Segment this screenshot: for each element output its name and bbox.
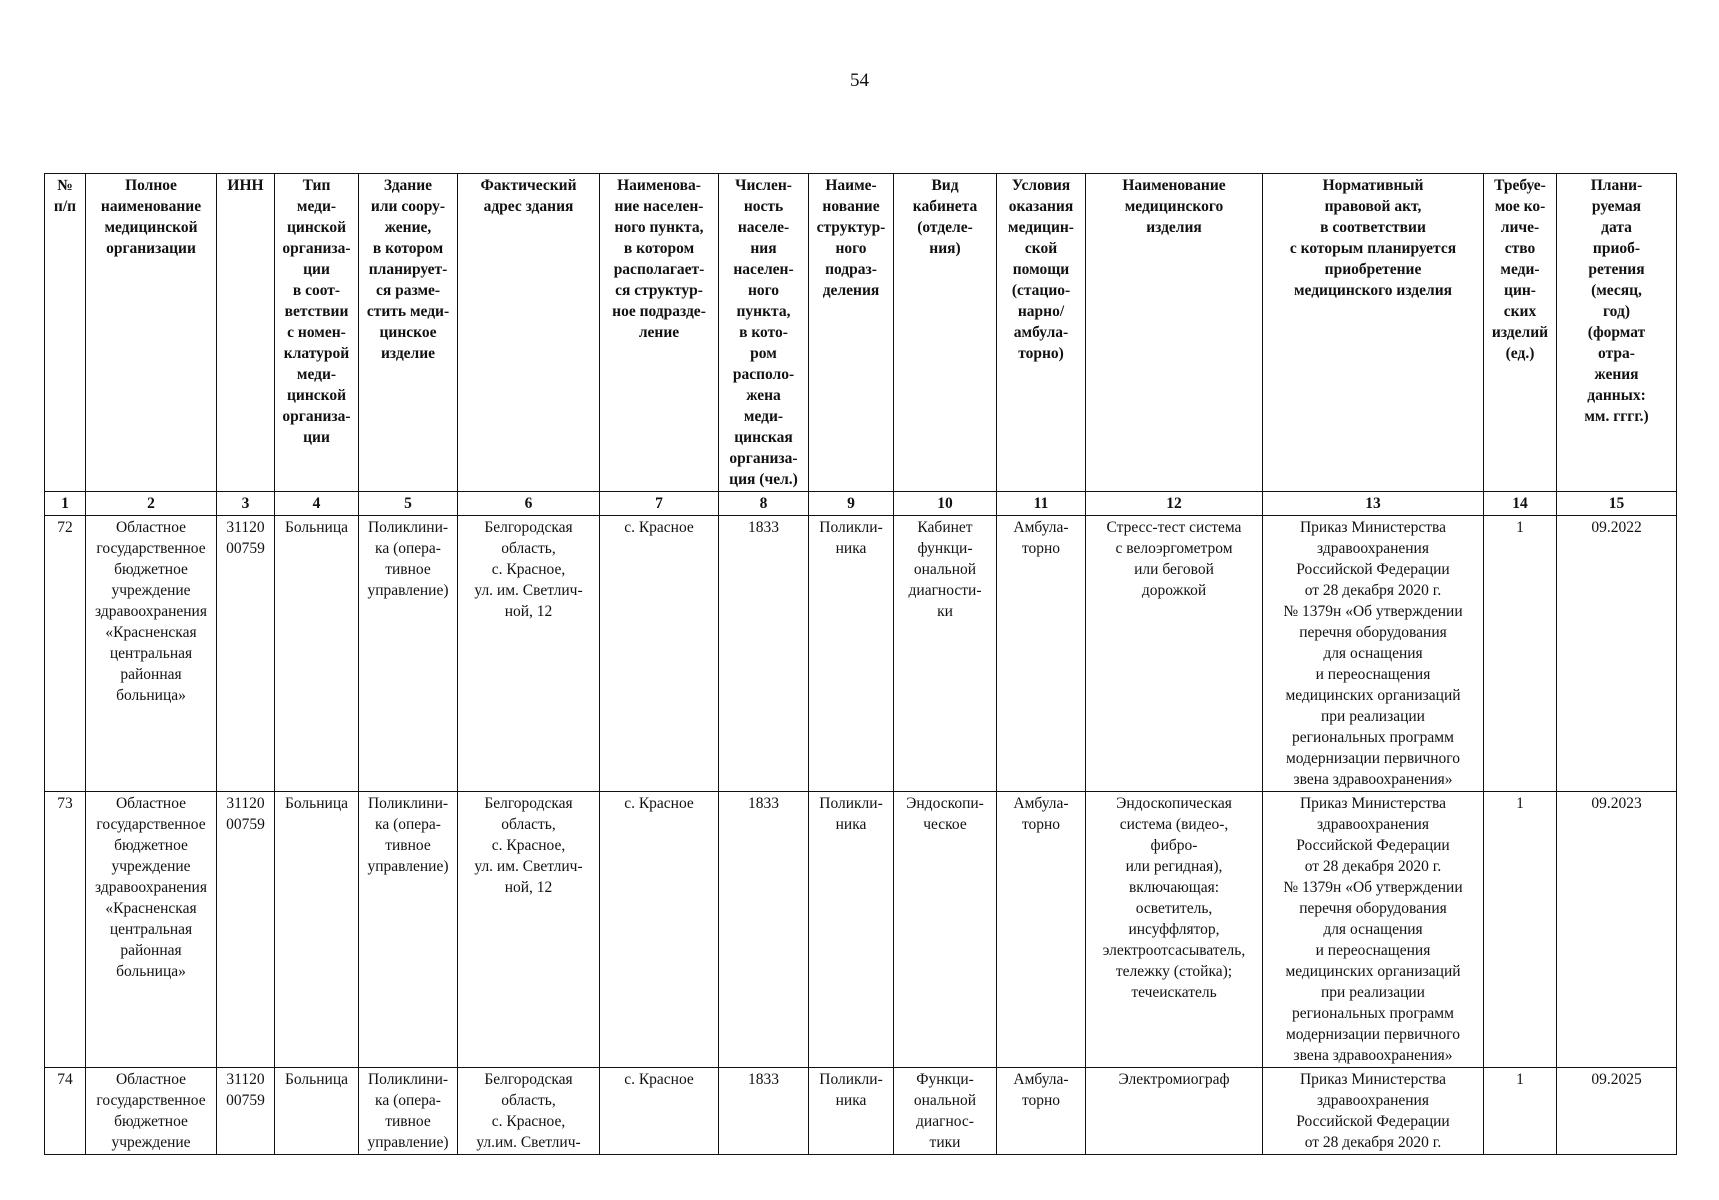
table-cell: Приказ Министерства здравоохранения Российской Федерации от 28 декабря 2020 г. № 1379н «Об утверждении перечня оборудования для оснащения и переоснащения медицинских организаций при реализации региональных программ модернизации первичного звена здравоохранения» [1263, 792, 1484, 1068]
table-cell: 1833 [719, 792, 809, 1068]
table-cell: с. Красное [600, 792, 719, 1068]
table-cell: Электромиограф [1086, 1068, 1263, 1155]
table-cell: Больница [275, 516, 359, 792]
table-cell: Стресс-тест система с велоэргометром или беговой дорожкой [1086, 516, 1263, 792]
table-cell: 1 [1484, 516, 1557, 792]
col-header: Требуе- мое ко- личе- ство меди- цин- ских изделий (ед.) [1484, 174, 1557, 492]
column-number-row [45, 492, 1677, 516]
table-cell: Поликли- ника [809, 1068, 894, 1155]
table-cell: Поликли- ника [809, 792, 894, 1068]
table-cell: 73 [45, 792, 86, 1068]
table-cell: Функци- ональной диагнос- тики [894, 1068, 997, 1155]
col-number: 14 [1484, 492, 1557, 516]
col-header: Плани- руемая дата приоб- ретения (месяц, год) (формат отра- жения данных: мм. гггг.) [1557, 174, 1677, 492]
table-cell: Кабинет функци- ональной диагности- ки [894, 516, 997, 792]
table-cell: 1 [1484, 792, 1557, 1068]
table-cell: 31120 00759 [217, 792, 275, 1068]
table-cell: Амбула- торно [997, 516, 1086, 792]
col-header: Полное наименование медицинской организации [86, 174, 217, 492]
table-cell: 1833 [719, 1068, 809, 1155]
col-number: 1 [45, 492, 86, 516]
table-cell: Больница [275, 1068, 359, 1155]
col-header: Наименование медицинского изделия [1086, 174, 1263, 492]
col-number: 5 [359, 492, 458, 516]
col-number: 6 [458, 492, 600, 516]
table-cell: 09.2023 [1557, 792, 1677, 1068]
table-cell: 31120 00759 [217, 1068, 275, 1155]
table-cell: 72 [45, 516, 86, 792]
table-cell: Приказ Министерства здравоохранения Российской Федерации от 28 декабря 2020 г. № 1379н «Об утверждении перечня оборудования для оснащения и переоснащения медицинских организаций при реализации региональных программ модернизации первичного звена здравоохранения» [1263, 516, 1484, 792]
table-cell: Областное государственное бюджетное учреждение [86, 1068, 217, 1155]
table-cell: Белгородская область, с. Красное, ул.им. Светлич- [458, 1068, 600, 1155]
table-cell: Больница [275, 792, 359, 1068]
col-header: Наиме- нование структур- ного подраз- деления [809, 174, 894, 492]
col-number: 13 [1263, 492, 1484, 516]
col-header: Фактический адрес здания [458, 174, 600, 492]
col-header: Числен- ность населе- ния населен- ного пункта, в кото- ром располо- жена меди- цинская организа- ция (чел.) [719, 174, 809, 492]
col-number: 11 [997, 492, 1086, 516]
equipment-table [44, 173, 1677, 1155]
table-cell: Эндоскопи- ческое [894, 792, 997, 1068]
table-cell: Эндоскопическая система (видео-, фибро- или регидная), включающая: осветитель, инсуффлятор, электроотсасыватель, тележку (стойка); течеискатель [1086, 792, 1263, 1068]
table-cell: Поликлини- ка (опера- тивное управление) [359, 516, 458, 792]
table-cell: Поликлини- ка (опера- тивное управление) [359, 792, 458, 1068]
table-cell: с. Красное [600, 516, 719, 792]
col-header: Здание или соору- жение, в котором планирует- ся разме- стить меди- цинское изделие [359, 174, 458, 492]
table-cell: 1 [1484, 1068, 1557, 1155]
table-cell: Белгородская область, с. Красное, ул. им. Светлич- ной, 12 [458, 792, 600, 1068]
col-number: 8 [719, 492, 809, 516]
table-cell: Приказ Министерства здравоохранения Российской Федерации от 28 декабря 2020 г. [1263, 1068, 1484, 1155]
table-cell: 09.2022 [1557, 516, 1677, 792]
col-number: 2 [86, 492, 217, 516]
table-cell: с. Красное [600, 1068, 719, 1155]
table-cell: Поликлини- ка (опера- тивное управление) [359, 1068, 458, 1155]
col-header: № п/п [45, 174, 86, 492]
table-cell: 31120 00759 [217, 516, 275, 792]
col-header: Наименова- ние населен- ного пункта, в котором располагает- ся структур- ное подразде- ление [600, 174, 719, 492]
table-cell: Амбула- торно [997, 1068, 1086, 1155]
table-cell: Поликли- ника [809, 516, 894, 792]
col-number: 12 [1086, 492, 1263, 516]
table-row [45, 516, 1677, 792]
table-row [45, 1068, 1677, 1155]
col-number: 15 [1557, 492, 1677, 516]
table-header-row [45, 174, 1677, 492]
col-header: Условия оказания медицин- ской помощи (стацио- нарно/ амбула- торно) [997, 174, 1086, 492]
table-row [45, 792, 1677, 1068]
table-cell: 09.2025 [1557, 1068, 1677, 1155]
col-number: 4 [275, 492, 359, 516]
col-header: Тип меди- цинской организа- ции в соот- ветствии с номен- клатурой меди- цинской организа- ции [275, 174, 359, 492]
table-cell: Областное государственное бюджетное учреждение здравоохранения «Красненская центральная районная больница» [86, 516, 217, 792]
page-number: 54 [850, 70, 869, 91]
table-cell: 74 [45, 1068, 86, 1155]
table-cell: Белгородская область, с. Красное, ул. им. Светлич- ной, 12 [458, 516, 600, 792]
col-number: 3 [217, 492, 275, 516]
table-cell: 1833 [719, 516, 809, 792]
col-header: Нормативный правовой акт, в соответствии с которым планируется приобретение медицинского изделия [1263, 174, 1484, 492]
col-number: 9 [809, 492, 894, 516]
col-number: 7 [600, 492, 719, 516]
table-cell: Областное государственное бюджетное учреждение здравоохранения «Красненская центральная районная больница» [86, 792, 217, 1068]
col-header: ИНН [217, 174, 275, 492]
col-header: Вид кабинета (отделе- ния) [894, 174, 997, 492]
col-number: 10 [894, 492, 997, 516]
table-cell: Амбула- торно [997, 792, 1086, 1068]
